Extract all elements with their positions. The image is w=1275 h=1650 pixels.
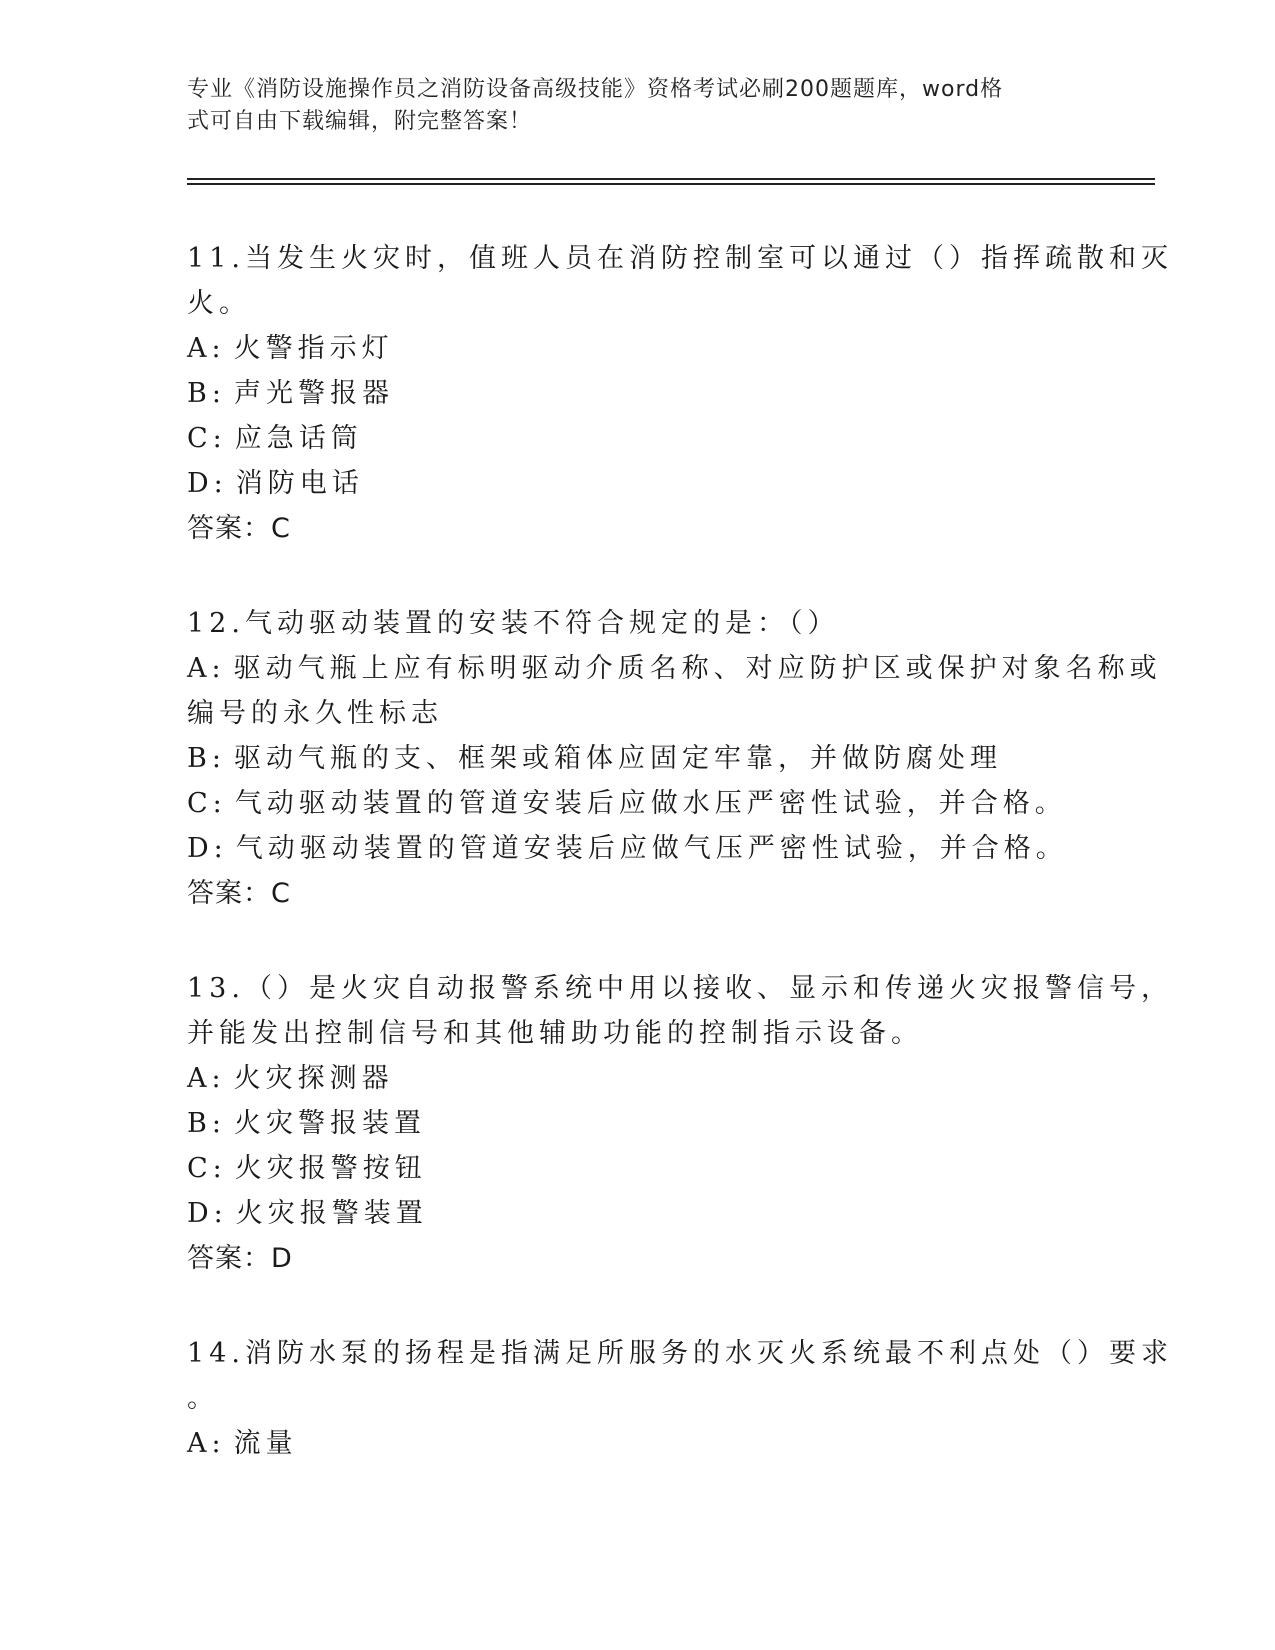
option-label: C:: [187, 1153, 227, 1184]
answer-text: 答案：C: [187, 878, 291, 909]
header-line-1: 专业《消防设施操作员之消防设备高级技能》资格考试必刷200题题库，word格: [187, 77, 1004, 102]
option-a: [187, 1421, 1087, 1466]
option-text: 驱动气瓶的支、框架或箱体应固定牢靠，并做防腐处理: [233, 743, 1002, 774]
question-stem: 11.当发生火灾时，值班人员在消防控制室可以通过（）指挥疏散和灭: [187, 243, 1173, 274]
option-text: 火灾报警装置: [235, 1198, 428, 1229]
option-d: [187, 826, 1087, 871]
option-text: 火警指示灯: [233, 333, 394, 364]
option-label: B:: [187, 743, 226, 774]
option-label: A:: [187, 333, 226, 364]
option-text: 声光警报器: [233, 378, 394, 409]
option-a: [187, 646, 1162, 691]
option-b: [187, 371, 1087, 416]
option-text: 消防电话: [235, 468, 364, 499]
option-label: C:: [187, 423, 227, 454]
header-line-2: 式可自由下载编辑，附完整答案！: [187, 109, 533, 134]
option-text: 应急话筒: [234, 423, 363, 454]
question-stem-continued: 并能发出控制信号和其他辅助功能的控制指示设备。: [187, 1018, 923, 1049]
question-stem: 12.气动驱动装置的安装不符合规定的是：（）: [187, 608, 840, 639]
option-label: B:: [187, 1108, 226, 1139]
question-stem: 14.消防水泵的扬程是指满足所服务的水灭火系统最不利点处（）要求: [187, 1338, 1173, 1369]
option-label: D:: [187, 468, 228, 499]
option-a: [187, 1056, 1087, 1101]
option-label: C:: [187, 788, 227, 819]
option-text: 火灾报警按钮: [234, 1153, 427, 1184]
question-stem: 13.（）是火灾自动报警系统中用以接收、显示和传递火灾报警信号，: [187, 973, 1173, 1004]
option-text: 气动驱动装置的管道安装后应做水压严密性试验，并合格。: [234, 788, 1067, 819]
header-divider-top: [187, 178, 1155, 180]
option-d: [187, 461, 1087, 506]
option-label: A:: [187, 1063, 226, 1094]
answer-text: 答案：C: [187, 513, 291, 544]
question-13: [187, 966, 1173, 1281]
option-d: [187, 1191, 1087, 1236]
question-14: [187, 1331, 1173, 1466]
answer-text: 答案：D: [187, 1243, 293, 1274]
option-a-continued: 编号的永久性标志: [187, 698, 443, 729]
option-label: D:: [187, 833, 228, 864]
option-text: 火灾警报装置: [233, 1108, 426, 1139]
option-label: D:: [187, 1198, 228, 1229]
option-label: B:: [187, 378, 226, 409]
option-a: [187, 326, 1087, 371]
option-text: 火灾探测器: [233, 1063, 394, 1094]
option-b: [187, 736, 1087, 781]
option-label: A:: [187, 1428, 226, 1459]
question-stem-continued: 火。: [187, 288, 251, 319]
question-stem-continued: 。: [187, 1383, 219, 1414]
option-text: 气动驱动装置的管道安装后应做气压严密性试验，并合格。: [235, 833, 1068, 864]
option-c: [187, 781, 1087, 826]
option-b: [187, 1101, 1087, 1146]
question-12: [187, 601, 1162, 916]
document-header: [187, 74, 1067, 138]
question-11: [187, 236, 1173, 551]
option-c: [187, 416, 1087, 461]
option-text: 流量: [233, 1428, 298, 1459]
option-label: A:: [187, 653, 226, 684]
option-c: [187, 1146, 1087, 1191]
header-divider-bottom: [187, 183, 1155, 185]
option-text: 驱动气瓶上应有标明驱动介质名称、对应防护区或保护对象名称或: [233, 653, 1162, 684]
